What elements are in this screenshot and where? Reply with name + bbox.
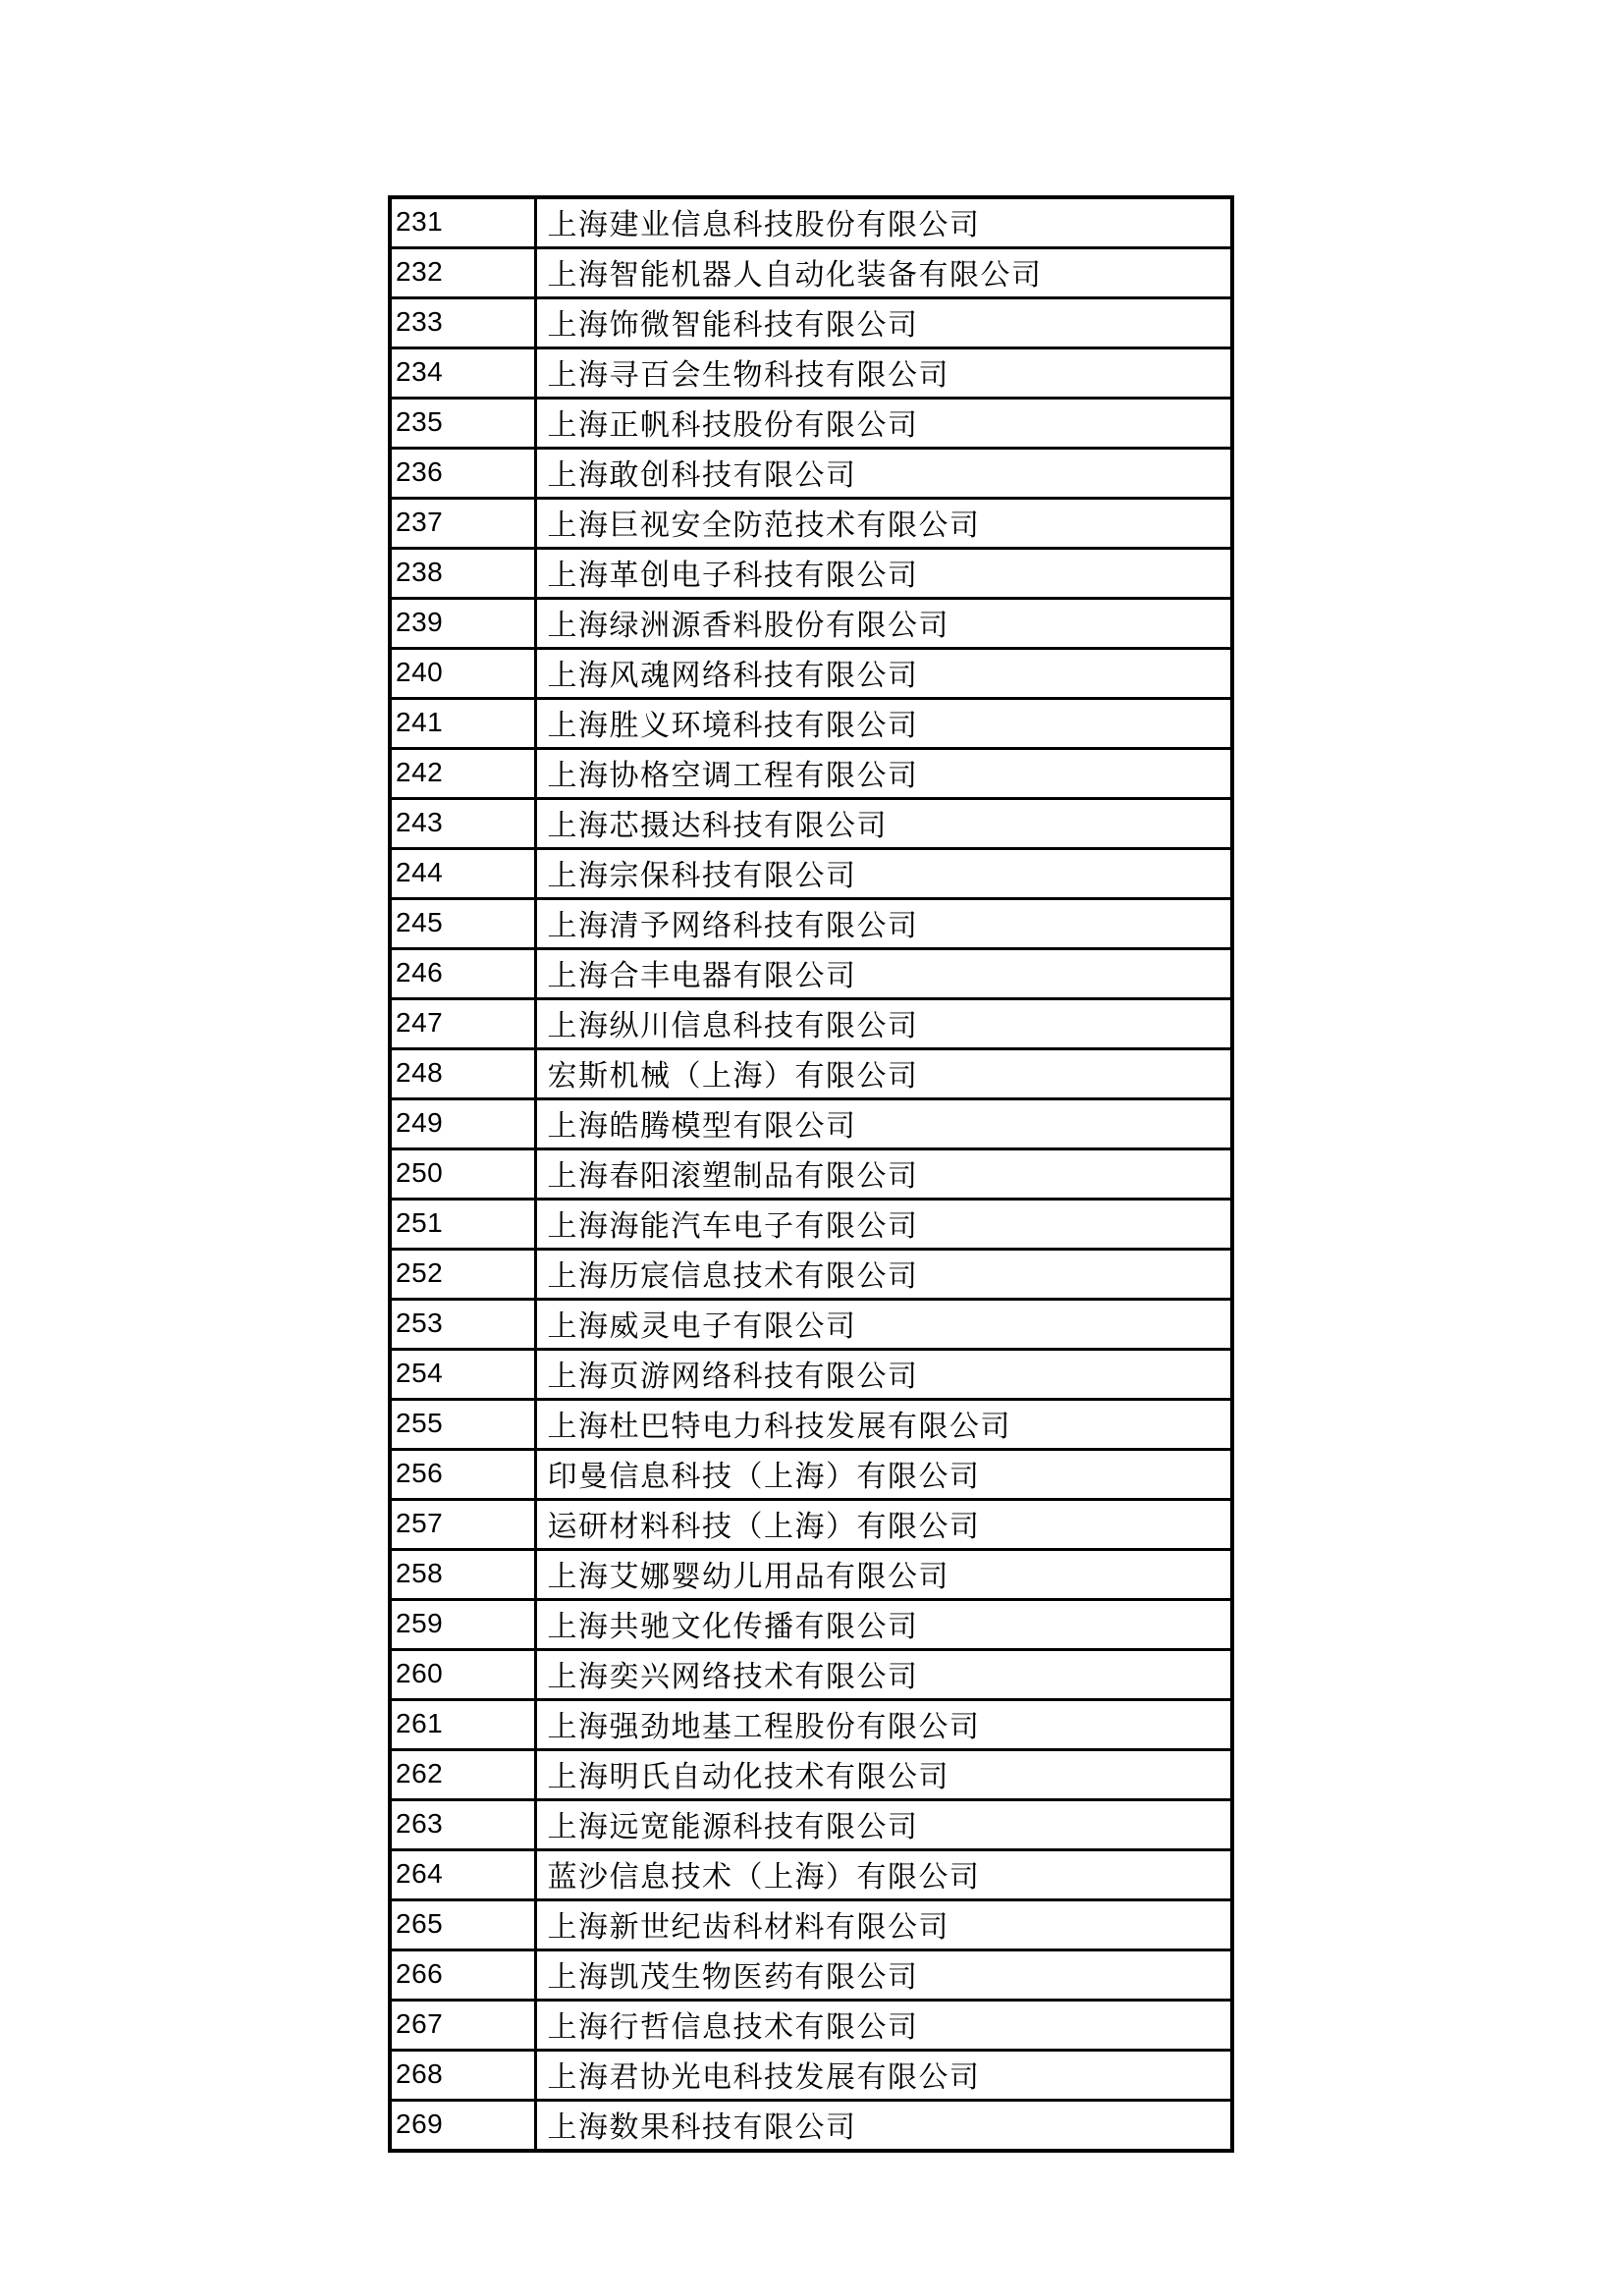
row-number-cell: 239 <box>390 599 535 649</box>
row-number-cell: 267 <box>390 2001 535 2051</box>
table-row <box>390 1149 1232 1200</box>
row-number-cell: 244 <box>390 849 535 899</box>
table-row <box>390 499 1232 549</box>
company-name-cell: 上海纵川信息科技有限公司 <box>535 999 1232 1049</box>
company-name-cell: 上海君协光电科技发展有限公司 <box>535 2051 1232 2101</box>
row-number-cell: 264 <box>390 1850 535 1900</box>
row-number-cell: 269 <box>390 2101 535 2152</box>
company-name-cell: 上海建业信息科技股份有限公司 <box>535 197 1232 248</box>
table-row <box>390 1099 1232 1149</box>
company-name-cell: 上海杜巴特电力科技发展有限公司 <box>535 1400 1232 1450</box>
company-name-cell: 上海寻百会生物科技有限公司 <box>535 348 1232 399</box>
row-number-cell: 251 <box>390 1200 535 1250</box>
table-row <box>390 1250 1232 1300</box>
table-row <box>390 348 1232 399</box>
row-number-cell: 245 <box>390 899 535 949</box>
table-row <box>390 1350 1232 1400</box>
row-number-cell: 254 <box>390 1350 535 1400</box>
row-number-cell: 243 <box>390 799 535 849</box>
table-row <box>390 1500 1232 1550</box>
table-row <box>390 649 1232 699</box>
row-number-cell: 253 <box>390 1300 535 1350</box>
company-table <box>388 195 1234 2153</box>
row-number-cell: 240 <box>390 649 535 699</box>
row-number-cell: 232 <box>390 248 535 298</box>
company-name-cell: 上海芯摄达科技有限公司 <box>535 799 1232 849</box>
table-row <box>390 749 1232 799</box>
company-name-cell: 上海新世纪齿科材料有限公司 <box>535 1900 1232 1950</box>
table-row <box>390 1200 1232 1250</box>
company-name-cell: 上海皓腾模型有限公司 <box>535 1099 1232 1149</box>
table-row <box>390 449 1232 499</box>
company-name-cell: 上海艾娜婴幼儿用品有限公司 <box>535 1550 1232 1600</box>
company-name-cell: 上海宗保科技有限公司 <box>535 849 1232 899</box>
row-number-cell: 259 <box>390 1600 535 1650</box>
table-row <box>390 799 1232 849</box>
table-row <box>390 599 1232 649</box>
company-name-cell: 上海强劲地基工程股份有限公司 <box>535 1700 1232 1750</box>
row-number-cell: 255 <box>390 1400 535 1450</box>
company-name-cell: 运研材料科技（上海）有限公司 <box>535 1500 1232 1550</box>
company-name-cell: 上海绿洲源香料股份有限公司 <box>535 599 1232 649</box>
table-row <box>390 1600 1232 1650</box>
table-row <box>390 2051 1232 2101</box>
table-row <box>390 1300 1232 1350</box>
table-row <box>390 549 1232 599</box>
row-number-cell: 249 <box>390 1099 535 1149</box>
row-number-cell: 246 <box>390 949 535 999</box>
company-name-cell: 上海行哲信息技术有限公司 <box>535 2001 1232 2051</box>
company-name-cell: 上海奕兴网络技术有限公司 <box>535 1650 1232 1700</box>
company-name-cell: 印曼信息科技（上海）有限公司 <box>535 1450 1232 1500</box>
row-number-cell: 234 <box>390 348 535 399</box>
company-name-cell: 蓝沙信息技术（上海）有限公司 <box>535 1850 1232 1900</box>
table-row <box>390 197 1232 248</box>
table-row <box>390 1900 1232 1950</box>
row-number-cell: 260 <box>390 1650 535 1700</box>
table-row <box>390 699 1232 749</box>
company-name-cell: 上海明氏自动化技术有限公司 <box>535 1750 1232 1800</box>
row-number-cell: 256 <box>390 1450 535 1500</box>
table-row <box>390 899 1232 949</box>
table-row <box>390 1550 1232 1600</box>
company-name-cell: 上海敢创科技有限公司 <box>535 449 1232 499</box>
company-name-cell: 上海凯茂生物医药有限公司 <box>535 1950 1232 2001</box>
row-number-cell: 261 <box>390 1700 535 1750</box>
row-number-cell: 258 <box>390 1550 535 1600</box>
table-row <box>390 2001 1232 2051</box>
table-row <box>390 399 1232 449</box>
company-name-cell: 上海春阳滚塑制品有限公司 <box>535 1149 1232 1200</box>
company-name-cell: 上海胜义环境科技有限公司 <box>535 699 1232 749</box>
company-name-cell: 上海威灵电子有限公司 <box>535 1300 1232 1350</box>
company-name-cell: 上海数果科技有限公司 <box>535 2101 1232 2152</box>
company-table-body <box>390 197 1232 2151</box>
row-number-cell: 265 <box>390 1900 535 1950</box>
row-number-cell: 241 <box>390 699 535 749</box>
table-row <box>390 849 1232 899</box>
row-number-cell: 248 <box>390 1049 535 1099</box>
row-number-cell: 266 <box>390 1950 535 2001</box>
company-name-cell: 宏斯机械（上海）有限公司 <box>535 1049 1232 1099</box>
row-number-cell: 236 <box>390 449 535 499</box>
company-name-cell: 上海合丰电器有限公司 <box>535 949 1232 999</box>
row-number-cell: 235 <box>390 399 535 449</box>
company-name-cell: 上海远宽能源科技有限公司 <box>535 1800 1232 1850</box>
table-row <box>390 1950 1232 2001</box>
row-number-cell: 257 <box>390 1500 535 1550</box>
company-name-cell: 上海饰微智能科技有限公司 <box>535 298 1232 348</box>
table-row <box>390 949 1232 999</box>
table-row <box>390 2101 1232 2152</box>
row-number-cell: 263 <box>390 1800 535 1850</box>
row-number-cell: 237 <box>390 499 535 549</box>
table-row <box>390 298 1232 348</box>
company-name-cell: 上海海能汽车电子有限公司 <box>535 1200 1232 1250</box>
table-row <box>390 1650 1232 1700</box>
table-row <box>390 1049 1232 1099</box>
row-number-cell: 233 <box>390 298 535 348</box>
table-row <box>390 248 1232 298</box>
company-name-cell: 上海正帆科技股份有限公司 <box>535 399 1232 449</box>
table-row <box>390 1800 1232 1850</box>
company-name-cell: 上海风魂网络科技有限公司 <box>535 649 1232 699</box>
table-row <box>390 1450 1232 1500</box>
company-name-cell: 上海历宸信息技术有限公司 <box>535 1250 1232 1300</box>
row-number-cell: 252 <box>390 1250 535 1300</box>
row-number-cell: 262 <box>390 1750 535 1800</box>
company-name-cell: 上海协格空调工程有限公司 <box>535 749 1232 799</box>
row-number-cell: 238 <box>390 549 535 599</box>
table-row <box>390 1400 1232 1450</box>
row-number-cell: 250 <box>390 1149 535 1200</box>
row-number-cell: 231 <box>390 197 535 248</box>
company-name-cell: 上海页游网络科技有限公司 <box>535 1350 1232 1400</box>
table-row <box>390 1700 1232 1750</box>
row-number-cell: 268 <box>390 2051 535 2101</box>
table-row <box>390 1850 1232 1900</box>
company-name-cell: 上海智能机器人自动化装备有限公司 <box>535 248 1232 298</box>
row-number-cell: 242 <box>390 749 535 799</box>
company-name-cell: 上海巨视安全防范技术有限公司 <box>535 499 1232 549</box>
table-row <box>390 999 1232 1049</box>
company-name-cell: 上海清予网络科技有限公司 <box>535 899 1232 949</box>
company-name-cell: 上海革创电子科技有限公司 <box>535 549 1232 599</box>
company-name-cell: 上海共驰文化传播有限公司 <box>535 1600 1232 1650</box>
row-number-cell: 247 <box>390 999 535 1049</box>
table-row <box>390 1750 1232 1800</box>
